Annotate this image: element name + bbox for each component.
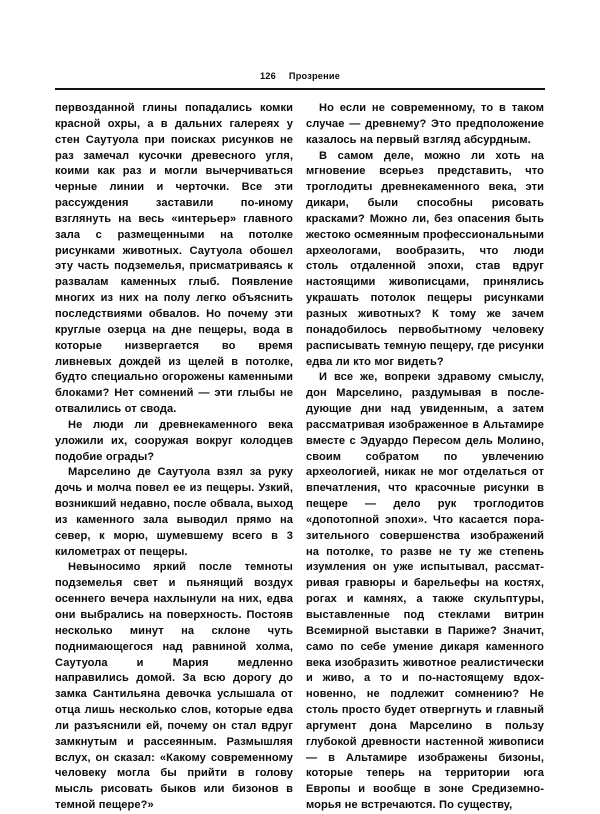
paragraph: Но если не современному, то в таком случае — древнему? Это предположение казалось на первый взгляд абсурдным. [306,102,544,146]
paragraph: Марселино де Саутуола взял за руку дочь и молча повел ее из пещеры. Узкий, возникший недавно, после обвала, выход из каменного зала выводил прямо на север, к морю, шумевшему всего в 3 километрах от пещеры. [55,466,293,558]
column-right [306,101,544,812]
running-head [55,71,545,81]
column-left [55,101,293,812]
header-rule-divider [55,88,545,90]
paragraph: В самом деле, можно ли хоть на мгновение всерьез представить, что троглодиты древнекаменного века, эти дикари, были способны рисовать красками? Можно ли, без опасения быть жестоко осмеянным профессиональными археологами, вообразить, что люди столь отдаленной эпохи, став вдруг настоящими живописцами, принялись украшать потолок пещеры рисунками разных животных? К тому же зачем понадобилось первобытному человеку расписывать темную пещеру, где рисунки едва ли кто мог видеть? [306,149,544,368]
paragraph: И все же, вопреки здравому смыслу, дон Марселино, раздумывая в последующие дни над увиденным, а затем рассматривая изображенное в Альтамире вместе с Эдуардо Пересом дель Молино, своим собратом по увлечению археологией, никак не мог отделаться от впечатления, что красочные рисунки в пещере — дело рук троглодитов «допотопной эпохи». Что касается поразительного совершенства изображений на потолке, то разве не ту же степень изумления он уже испытывал, рассматривая гравюры и барельефы на костях, рогах и камнях, а также скульптуры, выставленные под стеклами витрин Всемирной выставки в Париже? Значит, само по себе умение дикаря каменного века изобразить животное реалистически и живо, а то и по-настоящему вдохновенно, не подлежит сомнению? Не столь просто будет отвергнуть и главный аргумент дона Марселино в пользу глубокой древности настенной живописи — в Альтамире изображены бизоны, которые теперь на территории юга Европы и вообще в зоне Средиземноморья не встречаются. По существу, [306,371,544,812]
paragraph: Невыносимо яркий после темноты подземелья свет и пьянящий воздух осеннего вечера нахлынули на них, едва они выбрались на поверхность. Постояв несколько минут на склоне чуть поднимающегося над равниной холма, Саутуола и Мария медленно направились домой. За всю дорогу до замка Сантильяна девочка услышала от отца лишь несколько слов, которые едва ли разъяснили ей, почему он стал вдруг замкнутым и рассеянным. Размышляя вслух, он сказал: «Какому современному человеку могла бы прийти в голову мысль рисовать быков или бизонов в темной пещере?» [55,561,293,812]
paragraph: первозданной глины попадались комки красной охры, а в дальних галереях у стен Саутуола при поисках рисунков не раз замечал кусочки древесного угля, коими как раз и могли вычерчиваться черные линии и черточки. Все эти рассуждения заставили по-иному взглянуть на весь «интерьер» главного зала с размещенными на потолке рисунками животных. Саутуола обошел эту часть подземелья, присматриваясь к развалам каменных глыб. Появление многих из них на полу легко объяснить последствиями обвалов. Но почему эти круглые озерца на дне пещеры, вода в которые низвергается во время ливневых дождей из щелей в потолке, будто специально огорожены каменными блоками? Нет сомнений — эти глыбы не отвалились от свода. [55,102,293,416]
page-folio-number: 126 [259,71,276,81]
chapter-title: Прозрение [288,71,341,81]
text-columns [55,101,545,812]
paragraph: Не люди ли древнекаменного века уложили их, сооружая вокруг колодцев подобие ограды? [55,418,293,463]
